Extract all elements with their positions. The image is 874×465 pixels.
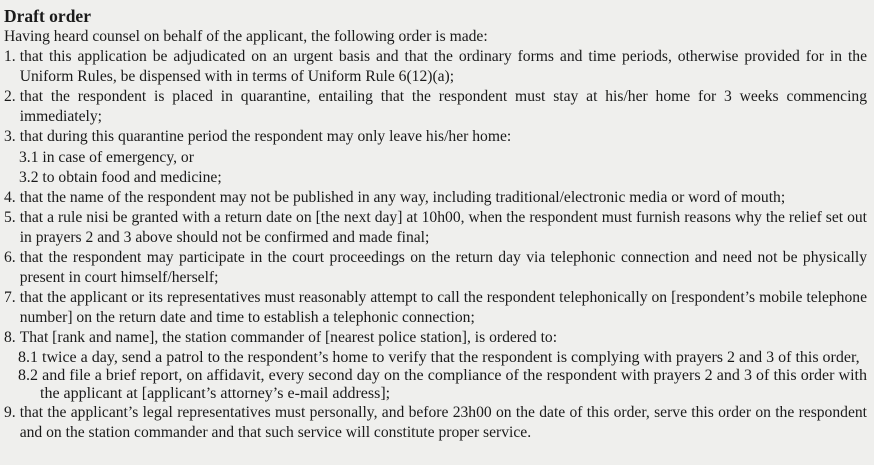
- sub-item-8-2: 8.2 and file a brief report, on affidavit, every second day on the compliance of the respondent with prayers 2 and 3 of this order with the applicant at [applicant’s attorney’s e-mail address];: [18, 366, 867, 402]
- item-text: that the respondent is placed in quarantine, entailing that the respondent must stay at his/her home for 3 weeks commencing immediately;: [19, 88, 867, 126]
- order-item-1: [4, 47, 867, 87]
- item-text: that the applicant or its representatives must reasonably attempt to call the respondent telephonically on [respondent’s mobile telephone number] on the return date and time to establish a telephonic connection;: [19, 289, 867, 327]
- order-item-4: [4, 188, 867, 208]
- item-number: 2.: [4, 88, 16, 106]
- item-number: 9.: [4, 403, 16, 421]
- order-item-9: [4, 403, 867, 443]
- item-text: that the applicant’s legal representatives must personally, and before 23h00 on the date of this order, serve this order on the respondent and on the station commander and that such service will constitute proper service.: [19, 403, 867, 441]
- sub-item-3-1: 3.1 in case of emergency, or: [19, 148, 194, 166]
- item-number: 8.: [4, 329, 16, 347]
- order-item-2: [4, 87, 867, 127]
- item-number: 6.: [4, 249, 16, 267]
- item-number: 1.: [4, 48, 16, 66]
- item-text: that during this quarantine period the respondent may only leave his/her home:: [19, 128, 512, 146]
- item-number: 5.: [4, 208, 16, 226]
- item-number: 4.: [4, 188, 16, 206]
- order-item-3: [4, 127, 867, 147]
- item-number: 3.: [4, 128, 16, 146]
- item-text: that the name of the respondent may not be published in any way, including traditional/electronic media or word of mouth;: [19, 188, 786, 206]
- order-item-8: [4, 328, 867, 348]
- item-text: that this application be adjudicated on an urgent basis and that the ordinary forms and time periods, otherwise provided for in the Uniform Rules, be dispensed with in terms of Uniform Rule 6(12)(a);: [19, 48, 867, 86]
- item-text: That [rank and name], the station commander of [nearest police station], is ordered to:: [19, 329, 558, 347]
- order-item-7: [4, 288, 867, 328]
- item-text: that the respondent may participate in the court proceedings on the return day via telephonic connection and need not be physically present in court himself/herself;: [19, 249, 867, 287]
- sub-item-3-2: 3.2 to obtain food and medicine;: [19, 168, 222, 186]
- intro-paragraph: Having heard counsel on behalf of the applicant, the following order is made:: [4, 28, 488, 45]
- item-number: 7.: [4, 289, 16, 307]
- order-item-5: [4, 208, 867, 248]
- order-item-6: [4, 248, 867, 288]
- sub-item-8-1: 8.1 twice a day, send a patrol to the respondent’s home to verify that the respondent is complying with prayers 2 and 3 of this order,: [18, 348, 860, 366]
- item-text: that a rule nisi be granted with a return date on [the next day] at 10h00, when the respondent must furnish reasons why the relief set out in prayers 2 and 3 above should not be confirmed and made final;: [19, 208, 867, 246]
- document-title: Draft order: [4, 6, 91, 26]
